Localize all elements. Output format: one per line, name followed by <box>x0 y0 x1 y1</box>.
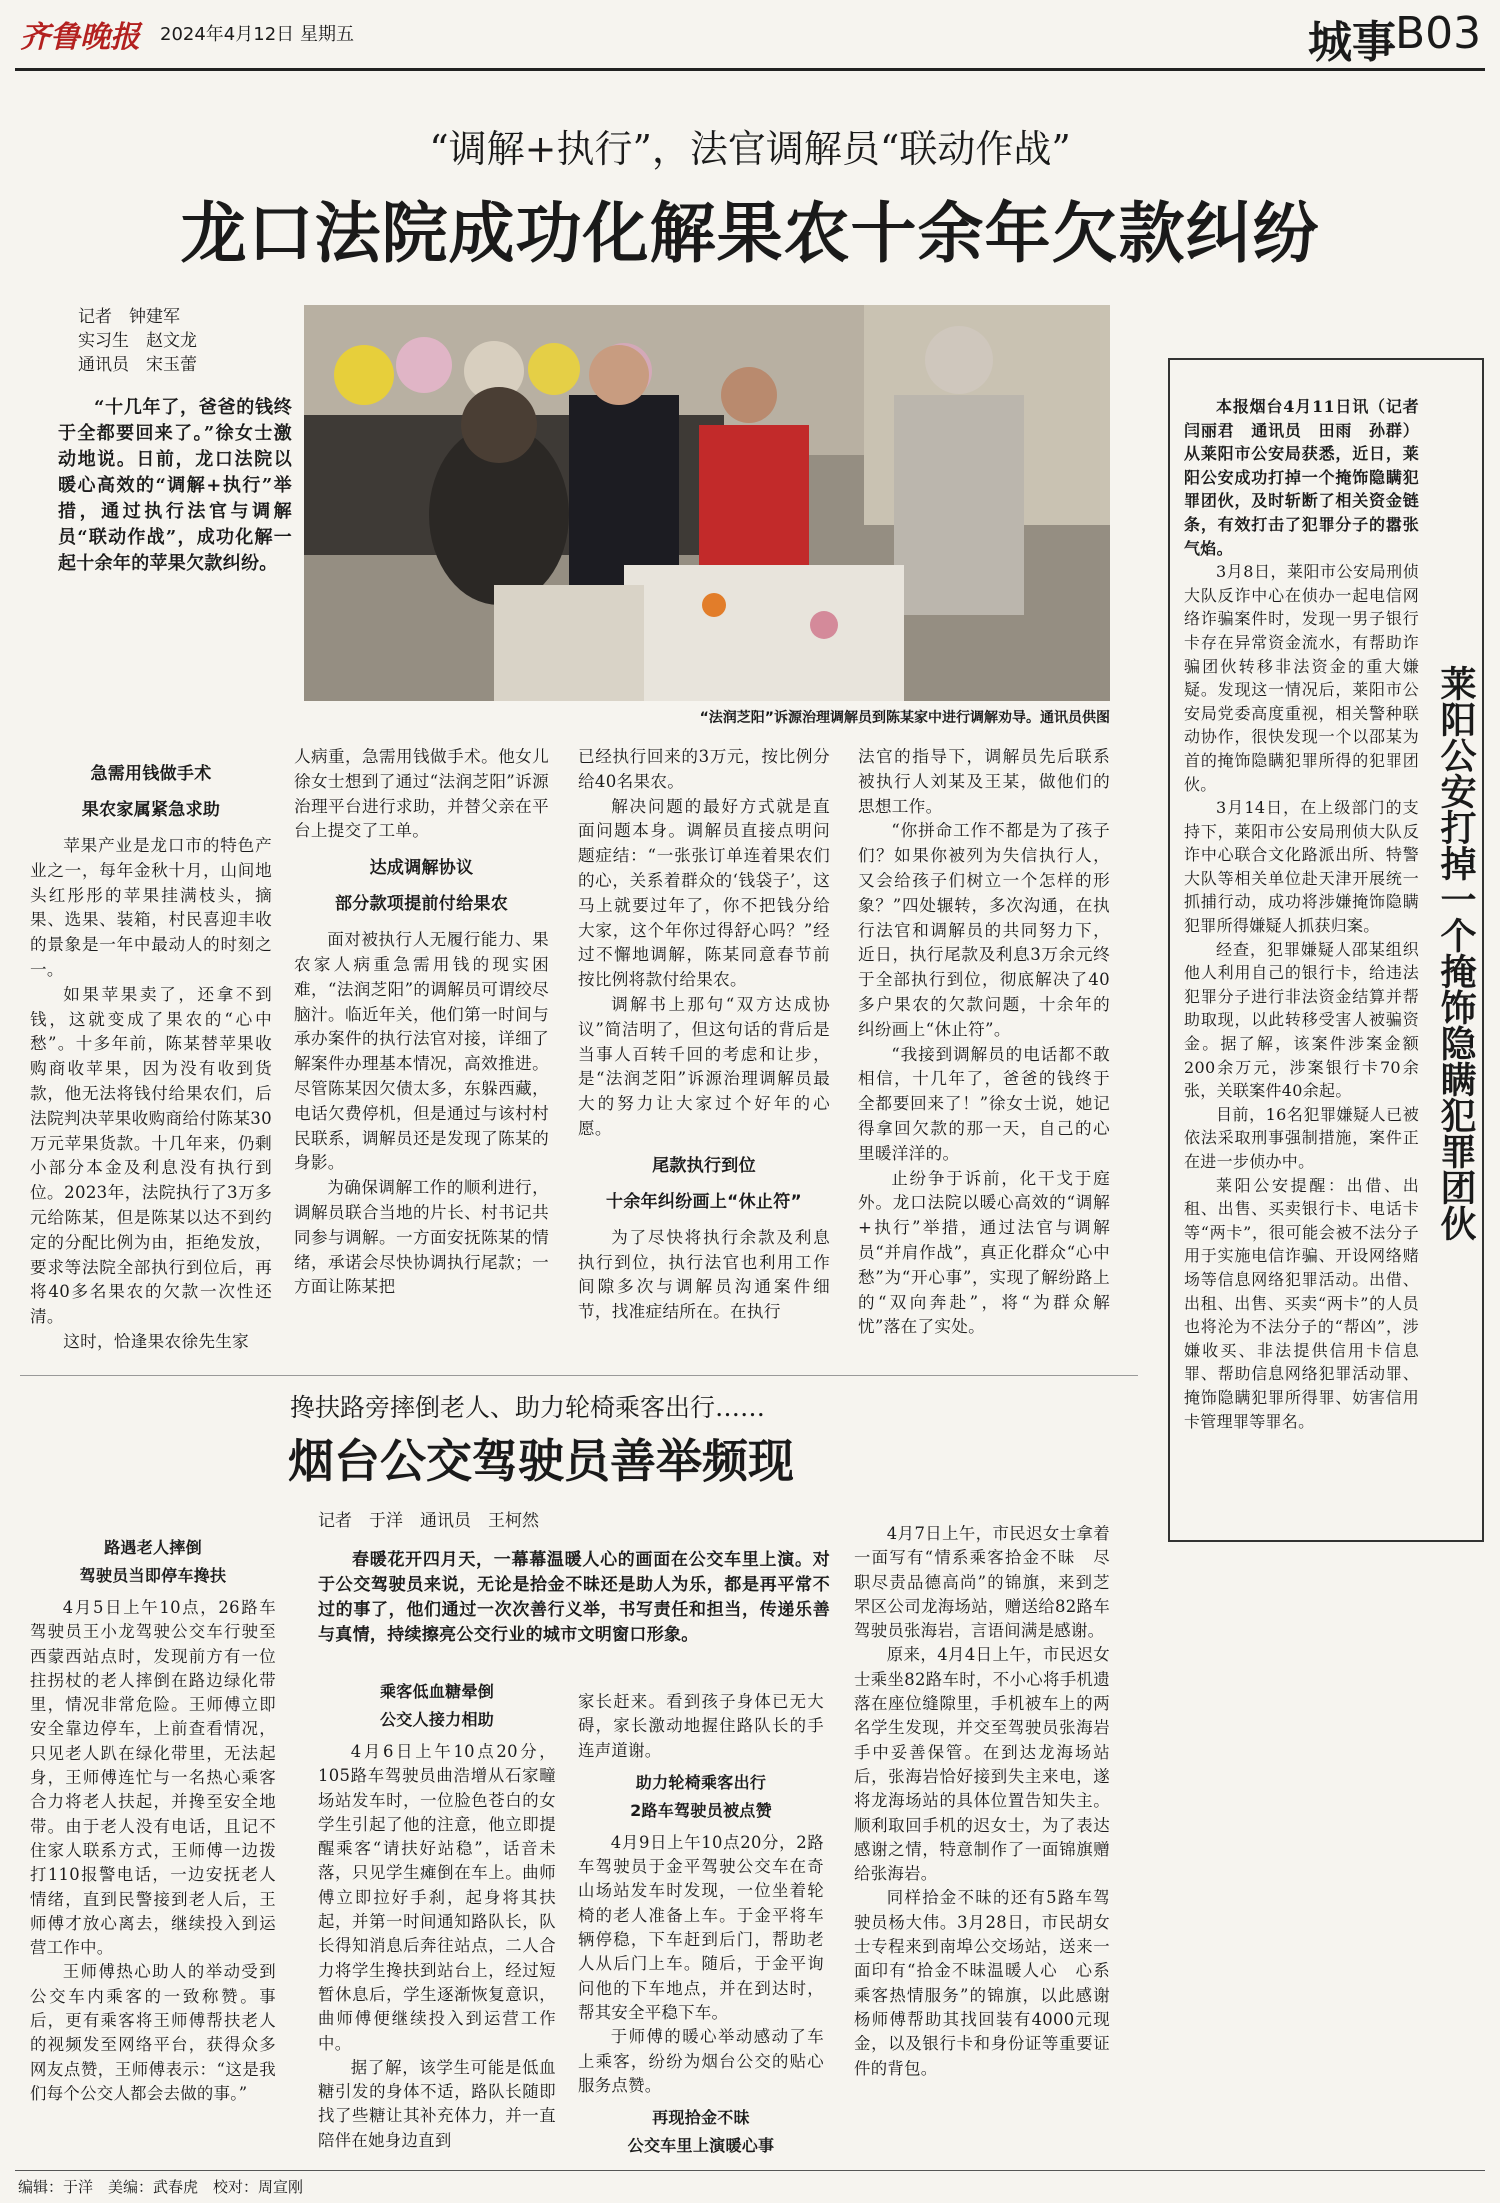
story2-lead: 本报烟台4月11日讯（记者 闫丽君 通讯员 田雨 孙群）从莱阳市公安局获悉，近日，莱阳公安成功打掉一个掩饰隐瞒犯罪团伙，及时斩断了相关资金链条，有效打击了犯罪分子的嚣张气焰。 <box>1184 397 1436 558</box>
paragraph: 3月8日，莱阳市公安局刑侦大队反诈中心在侦办一起电信网络诈骗案件时，发现一男子银行卡存在异常资金流水，有帮助诈骗团伙转移非法资金的重大嫌疑。发现这一情况后，莱阳市公安局党委高度重视，相关警种联动协作，很快发现一个以邵某为首的掩饰隐瞒犯罪所得的犯罪团伙。 <box>1184 562 1419 794</box>
paragraph: 为了尽快将执行余款及利息执行到位，执行法官也利用工作间隙多次与调解员沟通案件细节，找准症结所在。在执行 <box>578 1227 830 1322</box>
story1-photo-caption: “法润芝阳”诉源治理调解员到陈某家中进行调解劝导。通讯员供图 <box>699 710 1110 726</box>
subhead-line: 尾款执行到位 <box>652 1155 756 1176</box>
paragraph: 于师傅的暖心举动感动了车上乘客，纷纷为烟台公交的贴心服务点赞。 <box>578 2027 824 2095</box>
story1-subhead-2 <box>294 850 549 922</box>
story1-headline: 龙口法院成功化解果农十余年欠款纠纷 <box>180 195 1320 272</box>
footer-credits: 编辑：于洋 美编：武春虎 校对：周宣刚 <box>18 2178 304 2196</box>
paragraph: 苹果产业是龙口市的特色产业之一，每年金秋十月，山间地头红彤彤的苹果挂满枝头，摘果、选果、装箱，村民喜迎丰收的景象是一年中最动人的时刻之一。 <box>30 836 272 979</box>
subhead-line: 乘客低血糖晕倒 <box>379 1682 495 1701</box>
story3-column-3 <box>578 1690 824 2166</box>
story1-kicker: “调解+执行”，法官调解员“联动作战” <box>429 127 1071 171</box>
paragraph: “我接到调解员的电话都不敢相信，十几年了，爸爸的钱终于全都要回来了！”徐女士说，她记得拿回欠款的那一天，自己的心里暖洋洋的。 <box>858 1044 1110 1163</box>
paragraph: 目前，16名犯罪嫌疑人已被依法采取刑事强制措施，案件正在进一步侦办中。 <box>1184 1104 1419 1171</box>
footer-rule <box>15 2170 1485 2171</box>
subhead-line: 2路车驾驶员被点赞 <box>630 1800 772 1820</box>
paragraph: 调解书上那句“双方达成协议”简洁明了，但这句话的背后是当事人百转千回的考虑和让步，是“法润芝阳”诉源治理调解员最大的努力让大家过个好年的心愿。 <box>578 994 830 1138</box>
section-divider <box>20 1375 1138 1376</box>
paragraph: 4月9日上午10点20分，2路车驾驶员于金平驾驶公交车在奇山场站发车时发现，一位坐着轮椅的老人准备上车。于金平将车辆停稳，下车赶到后门，帮助老人从后门上车。随后，于金平询问他的下车地点，并在到达时，帮其安全平稳下车。 <box>578 1832 824 2022</box>
paragraph: 面对被执行人无履行能力、果农家人病重急需用钱的现实困难，“法润芝阳”的调解员可谓绞尽脑汁。临近年关，他们第一时间与承办案件的执行法官对接，详细了解案件办理基本情况，高效推进。尽管陈某因欠债太多，东躲西藏，电话欠费停机，但是通过与该村村民联系，调解员还是发现了陈某的身影。 <box>294 930 549 1173</box>
story1-lead: “十几年了，爸爸的钱终于全都要回来了。”徐女士激动地说。日前，龙口法院以暖心高效的“调解+执行”举措，通过执行法官与调解员“联动作战”，成功化解一起十余年的苹果欠款纠纷。 <box>58 397 292 574</box>
paper-logo: 齐鲁晚报 <box>20 20 140 55</box>
paragraph: 法官的指导下，调解员先后联系被执行人刘某及王某，做他们的思想工作。 <box>858 747 1110 816</box>
story3-subhead-2 <box>318 1678 556 1734</box>
byline-line: 实习生 赵文龙 <box>78 331 197 351</box>
section-name: 城事 <box>1308 17 1396 68</box>
paragraph: 3月14日，在上级部门的支持下，莱阳市公安局刑侦大队反诈中心联合文化路派出所、特警大队等相关单位赴天津开展统一抓捕行动，成功将涉嫌掩饰隐瞒犯罪所得嫌疑人抓获归案。 <box>1184 798 1419 936</box>
paragraph: 这时，恰逢果农徐先生家 <box>63 1331 250 1351</box>
subhead-line: 十余年纠纷画上“休止符” <box>606 1191 802 1212</box>
page-number: B03 <box>1395 8 1482 59</box>
byline-line: 通讯员 宋玉蕾 <box>78 355 197 375</box>
story1-subhead-1 <box>30 756 272 828</box>
story3-byline: 记者 于洋 通讯员 王柯然 <box>318 1511 539 1531</box>
masthead <box>0 0 1500 70</box>
story1-subhead-3 <box>578 1148 830 1220</box>
paragraph: 解决问题的最好方式就是直面问题本身。调解员直接点明问题症结：“一张张订单连着果农们的心，关系着群众的‘钱袋子’，这马上就要过年了，你不把钱分给大家，这个年你过得舒心吗？”经过不懈地调解，陈某同意春节前按比例将款付给果农。 <box>578 796 830 990</box>
story1-byline <box>78 305 278 377</box>
story3-kicker: 搀扶路旁摔倒老人、助力轮椅乘客出行…… <box>290 1393 766 1422</box>
subhead-line: 公交人接力相助 <box>379 1710 495 1729</box>
story3-column-1 <box>30 1528 276 2106</box>
subhead-line: 驾驶员当即停车搀扶 <box>79 1566 227 1585</box>
issue-weekday: 星期五 <box>300 24 354 45</box>
paragraph: 4月5日上午10点，26路车驾驶员王小龙驾驶公交车行驶至西蒙西站点时，发现前方有一位拄拐杖的老人摔倒在路边绿化带里，情况非常危险。王师傅立即安全靠边停车，上前查看情况，只见老人趴在绿化带里，无法起身，王师傅连忙与一名热心乘客合力将老人扶起，并搀至安全地带。由于老人没有电话，且记不住家人联系方式，王师傅一边拨打110报警电话，一边安抚老人情绪，直到民警接到老人后，王师傅才放心离去，继续投入到运营工作中。 <box>30 1598 276 1958</box>
story2-headline: 莱阳公安打掉一个掩饰隐瞒犯罪团伙 <box>1435 665 1476 1241</box>
story3-lead: 春暖花开四月天，一幕幕温暖人心的画面在公交车里上演。对于公交驾驶员来说，无论是拾金不昧还是助人为乐，都是再平常不过的事了，他们通过一次次善行义举，书写责任和担当，传递乐善与真情，持续擦亮公交行业的城市文明窗口形象。 <box>318 1550 830 1645</box>
subhead-line: 果农家属紧急求助 <box>81 800 221 820</box>
subhead-line: 路遇老人摔倒 <box>104 1538 202 1557</box>
story3-subhead-3 <box>578 1769 824 1825</box>
paragraph: 为确保调解工作的顺利进行，调解员联合当地的片长、村书记共同参与调解。一方面安抚陈某的情绪，承诺会尽快协调执行尾款；一方面让陈某把 <box>294 1178 549 1297</box>
paragraph: 莱阳公安提醒：出借、出租、出售、买卖银行卡、电话卡等“两卡”，很可能会被不法分子用于实施电信诈骗、开设网络赌场等信息网络犯罪活动。出借、出租、出售、买卖“两卡”的人员也将沦为不法分子的“帮凶”，涉嫌收买、非法提供信用卡信息罪、帮助信息网络犯罪活动罪、掩饰隐瞒犯罪所得罪、妨害信用卡管理罪等罪名。 <box>1184 1175 1419 1431</box>
subhead-line: 再现拾金不昧 <box>652 2108 750 2128</box>
subhead-line: 公交车里上演暖心事 <box>627 2136 775 2156</box>
subhead-line: 助力轮椅乘客出行 <box>635 1772 767 1792</box>
masthead-rule <box>15 68 1485 71</box>
mediation-scene-image <box>304 305 1110 701</box>
issue-date: 2024年4月12日 <box>160 24 295 45</box>
story1-column-2 <box>294 745 549 1300</box>
story1-column-4 <box>858 745 1110 1340</box>
paragraph: “你拼命工作不都是为了孩子们？如果你被列为失信执行人，又会给孩子们树立一个怎样的形象？”四处辗转，多次沟通，在执行法官和调解员的共同努力下，近日，执行尾款及利息3万余元终于全部执行到位，彻底解决了40多户果农的欠款问题，十余年的纠纷画上“休止符”。 <box>858 821 1110 1039</box>
story3-headline: 烟台公交驾驶员善举频现 <box>288 1434 794 1488</box>
story3-column-4 <box>854 1522 1110 2081</box>
paragraph: 人病重，急需用钱做手术。他女儿徐女士想到了通过“法润芝阳”诉源治理平台进行求助，并替父亲在平台上提交了工单。 <box>294 747 549 841</box>
story1-photo <box>304 305 1110 701</box>
subhead-line: 部分款项提前付给果农 <box>335 894 508 915</box>
subhead-line: 达成调解协议 <box>369 858 474 879</box>
paragraph: 4月7日上午，市民迟女士拿着一面写有“情系乘客拾金不昧 尽职尽责品德高尚”的锦旗，来到芝罘区公司龙海场站，赠送给82路车驾驶员张海岩，言语间满是感谢。 <box>854 1524 1110 1641</box>
paragraph: 经查，犯罪嫌疑人邵某组织他人利用自己的银行卡，给违法犯罪分子进行非法资金结算并帮助取现，以此转移受害人被骗资金。据了解，该案件涉案金额200余万元，涉案银行卡70余张，关联案件40余起。 <box>1184 939 1419 1101</box>
paragraph: 如果苹果卖了，还拿不到钱，这就变成了果农的“心中愁”。十多年前，陈某替苹果收购商收苹果，因为没有收到货款，他无法将钱付给果农们，后法院判决苹果收购商给付陈某30万元苹果货款。十几年来，仍剩小部分本金及利息没有执行到位。2023年，法院执行了3万多元给陈某，但是陈某以达不到约定的分配比例为由，拒绝发放，要求等法院全部执行到位后，再将40多名果农的欠款一次性还清。 <box>30 984 272 1327</box>
story3-subhead-4 <box>578 2104 824 2160</box>
story3-column-2 <box>318 1672 556 2153</box>
story3-subhead-1 <box>30 1534 276 1590</box>
paragraph: 同样拾金不昧的还有5路车驾驶员杨大伟。3月28日，市民胡女士专程来到南埠公交场站，送来一面印有“拾金不昧温暖人心 心系乘客热情服务”的锦旗，以此感谢杨师傅帮助其找回装有4000元现金，以及银行卡和身份证等重要证件的背包。 <box>854 1888 1110 2078</box>
paragraph: 原来，4月4日上午，市民迟女士乘坐82路车时，不小心将手机遗落在座位缝隙里，手机被车上的两名学生发现，并交至驾驶员张海岩手中妥善保管。在到达龙海场站后，张海岩恰好接到失主来电，遂将龙海场站的具体位置告知失主。顺利取回手机的迟女士，为了表达感谢之情，特意制作了一面锦旗赠给张海岩。 <box>854 1645 1110 1884</box>
paragraph: 王师傅热心助人的举动受到公交车内乘客的一致称赞。事后，更有乘客将王师傅帮扶老人的视频发至网络平台，获得众多网友点赞，王师傅表示：“这是我们每个公交人都会去做的事。” <box>30 1962 276 2103</box>
paragraph: 据了解，该学生可能是低血糖引发的身体不适，路队长随即找了些糖让其补充体力，并一直陪伴在她身边直到 <box>318 2057 556 2150</box>
story1-column-1 <box>30 750 272 1355</box>
subhead-line: 急需用钱做手术 <box>90 764 212 784</box>
byline-line: 记者 钟建军 <box>78 307 180 327</box>
story1-column-3 <box>578 745 830 1325</box>
paragraph: 已经执行回来的3万元，按比例分给40名果农。 <box>578 747 830 791</box>
paragraph: 家长赶来。看到孩子身体已无大碍，家长激动地握住路队长的手连声道谢。 <box>578 1692 824 1760</box>
paragraph: 止纷争于诉前，化干戈于庭外。龙口法院以暖心高效的“调解+执行”举措，通过法官与调解员“并肩作战”，真正化群众“心中愁”为“开心事”，实现了解纷路上的“双向奔赴”，将“为群众解忧”落在了实处。 <box>858 1168 1110 1337</box>
story2-body <box>1184 395 1436 1433</box>
paragraph: 4月6日上午10点20分，105路车驾驶员曲浩增从石家疃场站发车时，一位脸色苍白的女学生引起了他的注意，他立即提醒乘客“请扶好站稳”，话音未落，只见学生瘫倒在车上。曲师傅立即拉好手刹，起身将其扶起，并第一时间通知路队长，队长得知消息后奔往站点，二人合力将学生搀扶到站台上，经过短暂休息后，学生逐渐恢复意识，曲师傅便继续投入到运营工作中。 <box>318 1742 556 2053</box>
